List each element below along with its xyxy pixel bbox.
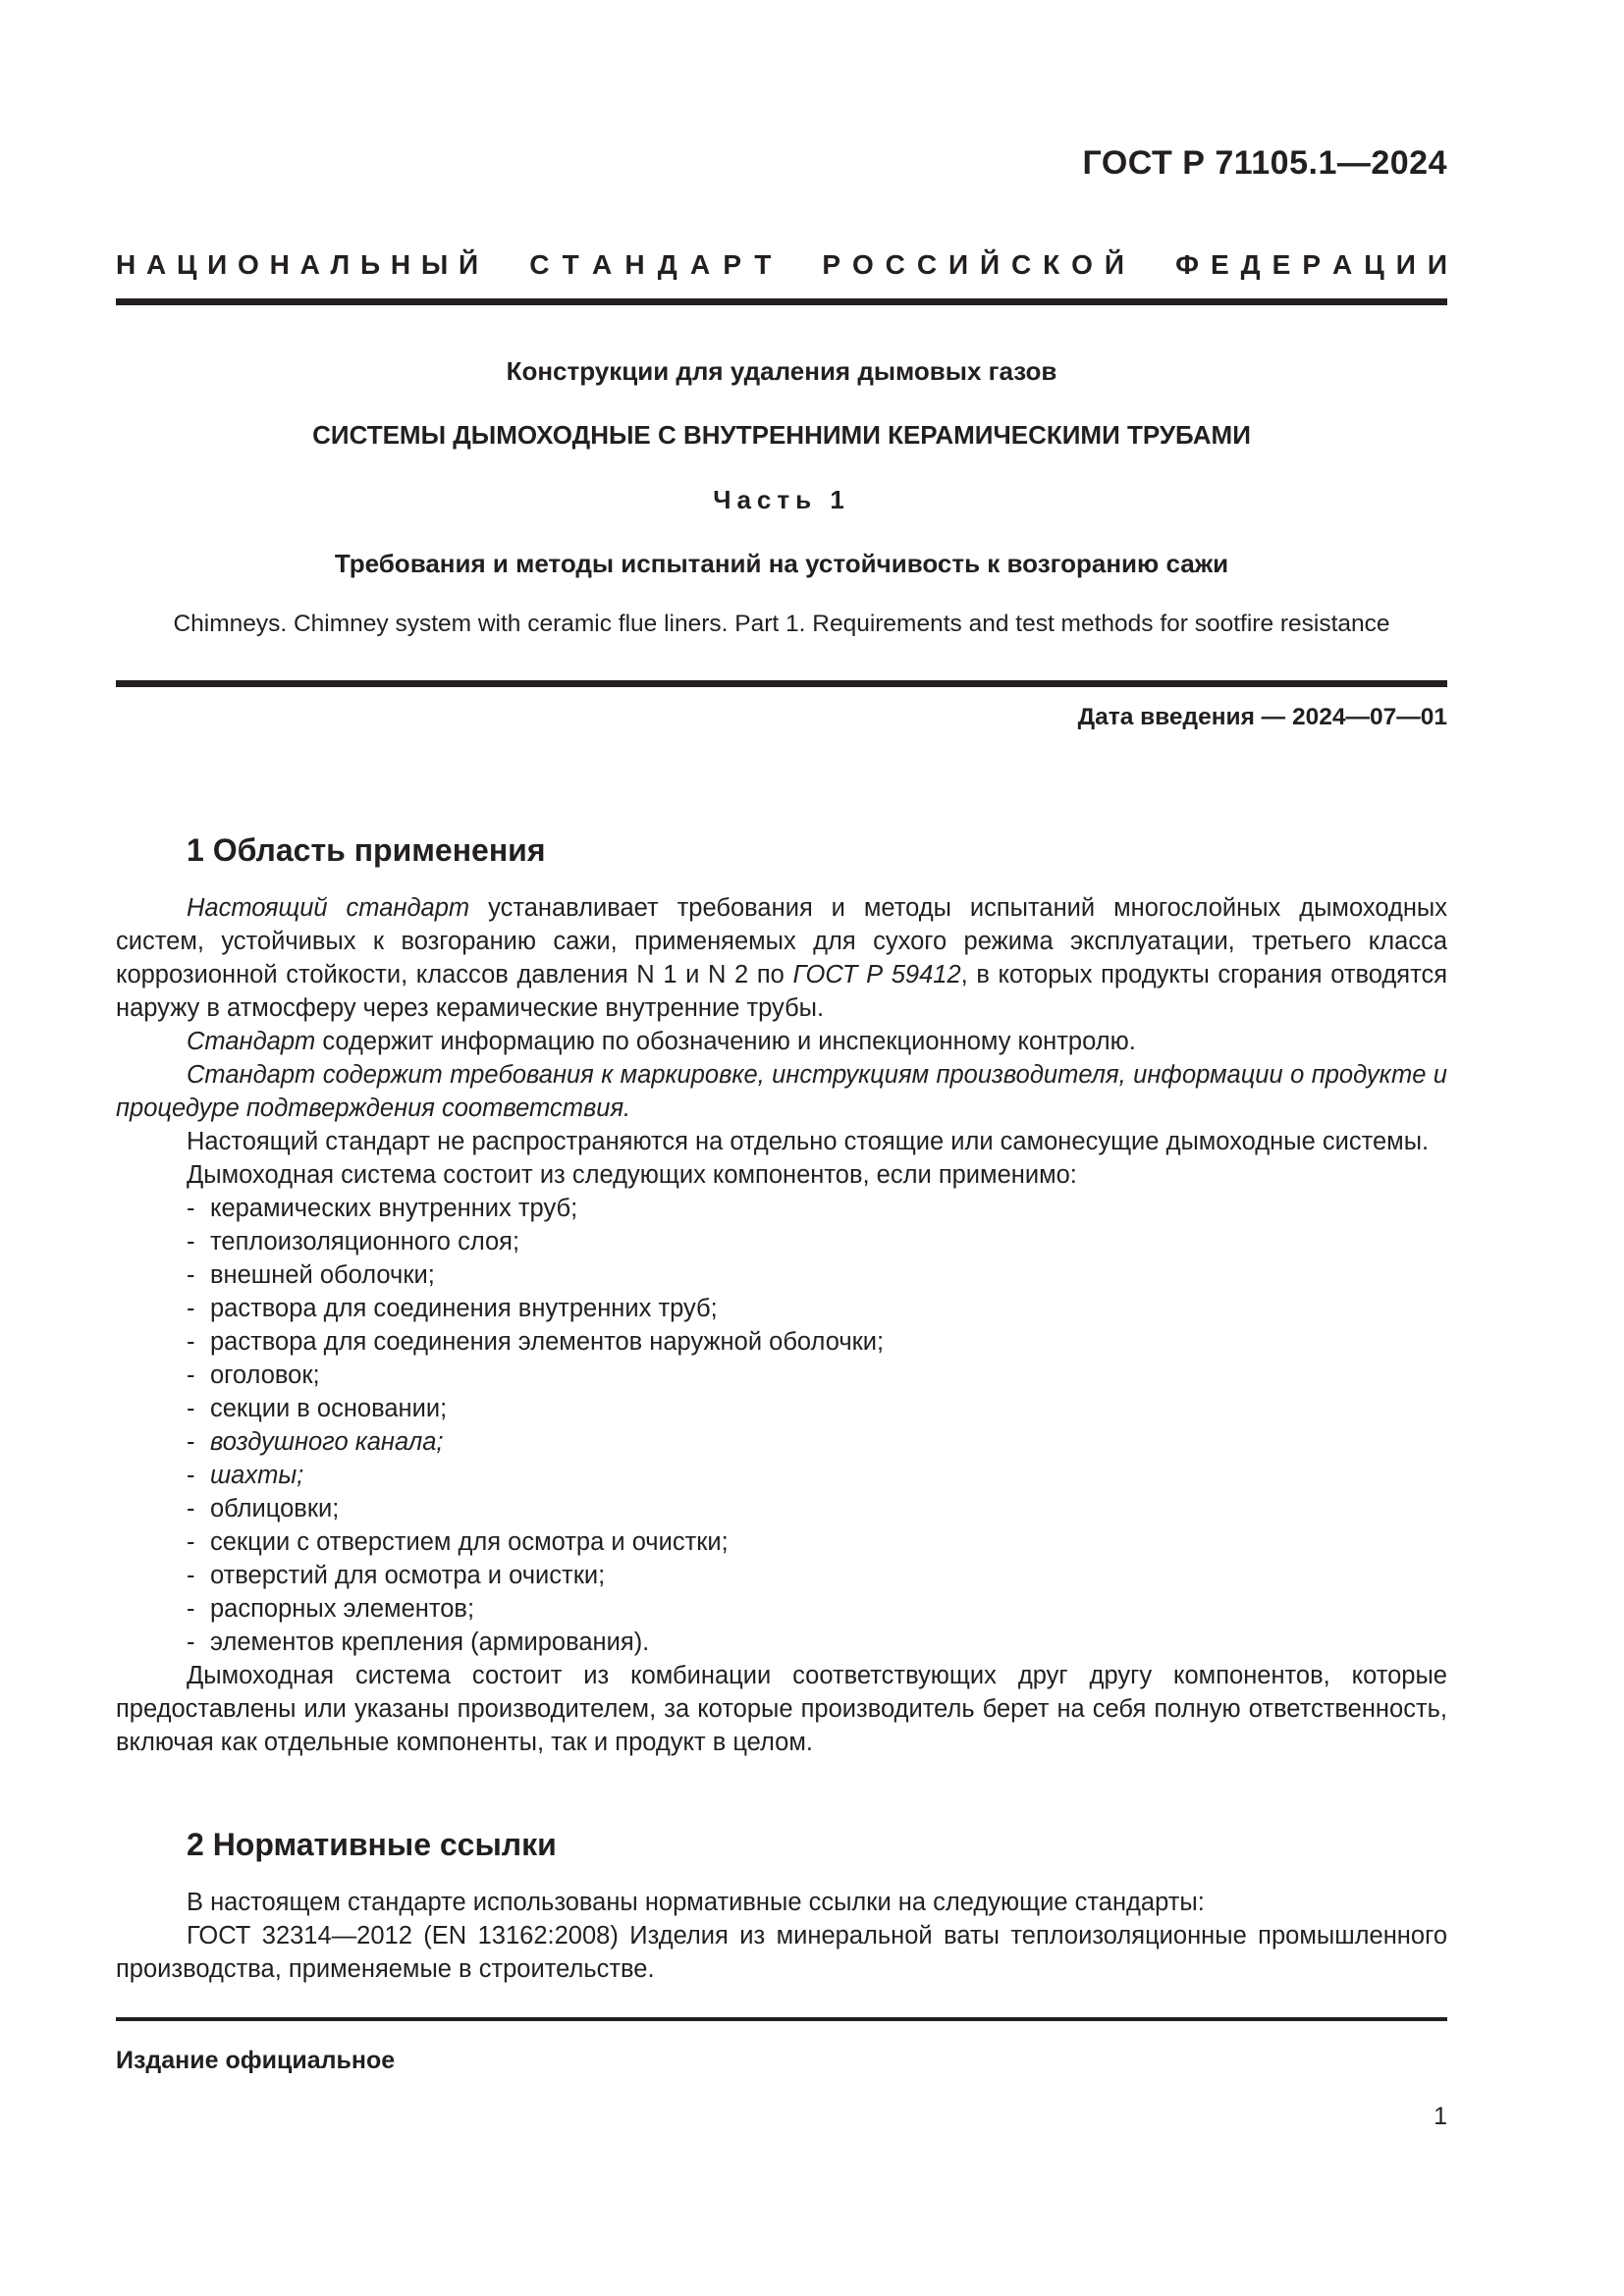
footer-rule (116, 2017, 1447, 2021)
section-1-paragraph-5: Дымоходная система состоит из следующих компонентов, если применимо: (187, 1161, 1077, 1189)
list-item: - шахты; (187, 1462, 304, 1489)
english-title: Chimneys. Chimney system with ceramic flue liners. Part 1. Requirements and test methods for sootfire resistance (173, 611, 1390, 637)
section-1-paragraph-4: Настоящий стандарт не распространяются на отдельно стоящие или самонесущие дымоходные системы. (187, 1128, 1430, 1155)
title-line-3: Требования и методы испытаний на устойчивость к возгоранию сажи (334, 549, 1229, 578)
list-item: - раствора для соединения внутренних труб; (187, 1295, 718, 1322)
list-item: - секции с отверстием для осмотра и очистки; (187, 1528, 729, 1556)
banner-word: Н А Ц И О Н А Л Ь Н Ы Й (116, 249, 479, 280)
components-list (116, 1192, 1447, 1659)
section-2-heading: 2 Нормативные ссылки (187, 1827, 557, 1862)
banner-word: Р О С С И Й С К О Й (822, 249, 1124, 280)
section-1-heading: 1 Область применения (187, 832, 546, 868)
section-1-paragraph-6: Дымоходная система состоит из комбинации соответствующих друг другу компонентов, которые предоставлены или указаны производителем, за которые производитель берет на себя полную ответственность, включая как отдельные компоненты, так и продукт в целом. (116, 1662, 1447, 1756)
standard-number: ГОСТ Р 71105.1—2024 (1082, 144, 1447, 182)
title-line-2: СИСТЕМЫ ДЫМОХОДНЫЕ С ВНУТРЕННИМИ КЕРАМИЧЕСКИМИ ТРУБАМИ (312, 420, 1251, 450)
section-1-body (116, 891, 1447, 1759)
title-bottom-rule (116, 680, 1447, 687)
list-item: - отверстий для осмотра и очистки; (187, 1562, 606, 1589)
title-line-1: Конструкции для удаления дымовых газов (506, 356, 1057, 386)
title-part: Часть 1 (713, 485, 850, 514)
banner-word: Ф Е Д Е Р А Ц И И (1175, 249, 1447, 280)
national-standard-banner (116, 249, 1447, 281)
edition-label: Издание официальное (116, 2047, 396, 2074)
date-of-introduction: Дата введения — 2024—07—01 (1077, 704, 1447, 730)
list-item: - керамических внутренних труб; (187, 1195, 578, 1222)
list-item: - воздушного канала; (187, 1428, 444, 1456)
banner-word: С Т А Н Д А Р Т (529, 249, 772, 280)
section-2-body (116, 1886, 1447, 1986)
list-item: - элементов крепления (армирования). (187, 1629, 650, 1656)
list-item: - распорных элементов; (187, 1595, 475, 1623)
list-item: - облицовки; (187, 1495, 340, 1522)
section-1-paragraph-2: Стандарт содержит информацию по обозначению и инспекционному контролю. (187, 1028, 1136, 1055)
section-2-paragraph-1: В настоящем стандарте использованы нормативные ссылки на следующие стандарты: (187, 1889, 1205, 1916)
list-item: - оголовок; (187, 1362, 320, 1389)
page-number: 1 (1434, 2103, 1447, 2130)
section-2-paragraph-2: ГОСТ 32314—2012 (EN 13162:2008) Изделия из минеральной ваты теплоизоляционные промышленного производства, применяемые в строительстве. (116, 1922, 1447, 1983)
list-item: - внешней оболочки; (187, 1261, 435, 1289)
list-item: - раствора для соединения элементов наружной оболочки; (187, 1328, 885, 1356)
section-1-paragraph-3: Стандарт содержит требования к маркировке, инструкциям производителя, информации о продукте и процедуре подтверждения соответствия. (116, 1061, 1447, 1122)
section-1-paragraph-1: Настоящий стандарт устанавливает требования и методы испытаний многослойных дымоходных систем, устойчивых к возгоранию сажи, применяемых для сухого режима эксплуатации, третьего класса коррозионной стойкости, классов давления N 1 и N 2 по ГОСТ Р 59412, в которых продукты сгорания отводятся наружу в атмосферу через керамические внутренние трубы. (116, 894, 1448, 1022)
list-item: - теплоизоляционного слоя; (187, 1228, 520, 1255)
top-rule (116, 298, 1447, 305)
list-item: - секции в основании; (187, 1395, 448, 1422)
